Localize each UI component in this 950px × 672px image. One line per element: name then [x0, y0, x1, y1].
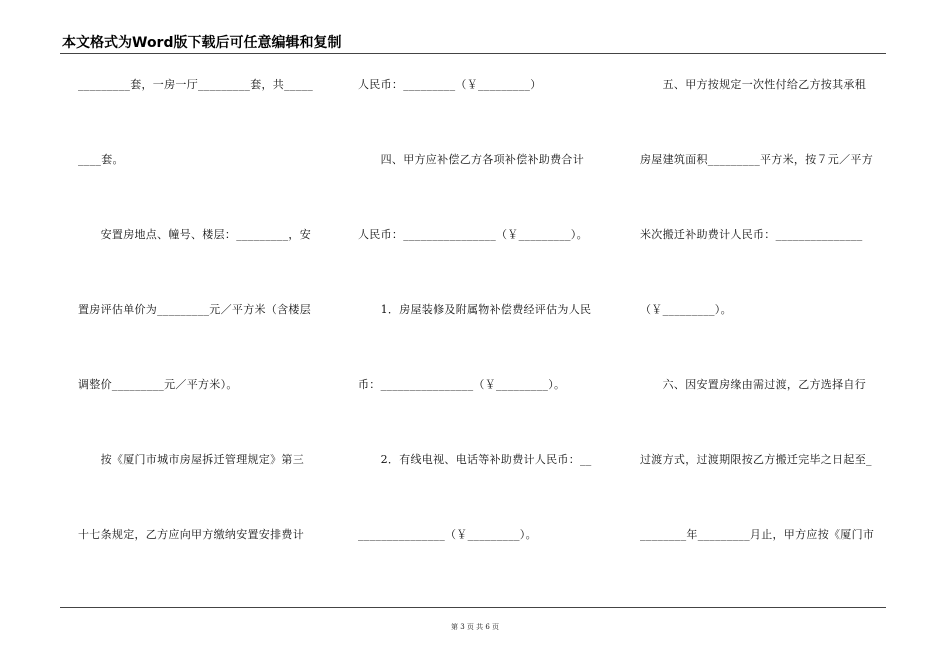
- text-line: 过渡方式，过渡期限按乙方搬迁完毕之日起至_: [640, 453, 872, 466]
- text-line: 按《厦门市城市房屋拆迁管理规定》第三: [78, 453, 304, 466]
- text-line: 六、因安置房缘由需过渡，乙方选择自行: [640, 378, 866, 391]
- text-line: 人民币：_________（￥_________）: [358, 78, 542, 91]
- text-line: ________年_________月止，甲方应按《厦门市: [640, 528, 875, 541]
- page-number: 第 3 页 共 6 页: [450, 623, 500, 631]
- text-line: 币：________________（￥_________）。: [358, 378, 566, 391]
- text-column-3: [640, 76, 888, 601]
- text-line: 置房评估单价为_________元／平方米（含楼层: [78, 303, 311, 316]
- text-line: 2．有线电视、电话等补助费计人民币：__: [358, 453, 592, 466]
- text-column-1: [78, 76, 324, 601]
- text-line: 调整价_________元／平方米）。: [78, 378, 238, 391]
- text-line: 五、甲方按规定一次性付给乙方按其承租: [640, 78, 866, 91]
- text-line: （￥_________）。: [640, 303, 732, 316]
- footer-divider: [60, 607, 886, 608]
- text-line: 四、甲方应补偿乙方各项补偿补助费合计: [358, 153, 584, 166]
- text-line: 1．房屋装修及附属物补偿费经评估为人民: [358, 303, 592, 316]
- text-line: _______________（￥_________）。: [358, 528, 537, 541]
- text-line: ____套。: [78, 153, 124, 166]
- text-line: _________套，一房一厅_________套，共_____: [78, 78, 314, 91]
- document-header-title: 本文格式为Word版下载后可任意编辑和复制: [62, 35, 342, 51]
- text-line: 安置房地点、幢号、楼层：_________，安: [78, 228, 311, 241]
- text-line: 人民币：________________（￥_________）。: [358, 228, 588, 241]
- text-line: 房屋建筑面积_________平方米，按７元／平方: [640, 153, 873, 166]
- text-line: 十七条规定，乙方应向甲方缴纳安置安排费计: [78, 528, 304, 541]
- text-line: 米次搬迁补助费计人民币：_______________: [640, 228, 863, 241]
- header-divider: [60, 53, 886, 54]
- text-column-2: [358, 76, 608, 601]
